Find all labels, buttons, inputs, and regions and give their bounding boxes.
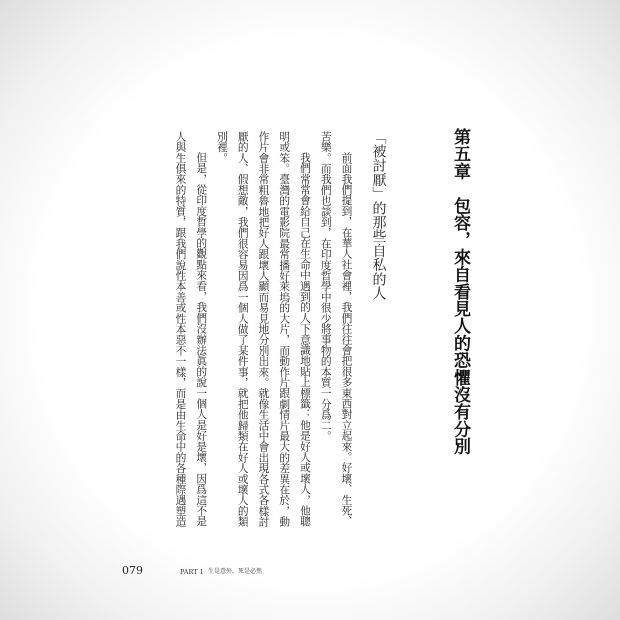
body-line: 人與生俱來的特質，跟我們說性本善或性本惡不一樣，而是由生命中的各種際遇塑造	[174, 131, 188, 527]
chapter-title: 第五章 包容，來自看見人的恐懼沒有分別	[450, 128, 470, 455]
page-number: 079	[122, 564, 143, 577]
body-line: 苦樂。而我們也談到，在印度哲學中很少將事物的本質一分爲二。	[319, 131, 333, 442]
section-heading: 「被討厭」的那些自私的人	[370, 130, 387, 301]
body-line: 但是，從印度哲學的觀點來看，我們沒辦法眞的說一個人是好是壞，因爲這不是	[195, 152, 209, 527]
body-line: 別裡。	[216, 131, 229, 164]
body-line: 我們常常會給自己在生命中遇到的人下意識地貼上標籤：他是好人或壞人，他聰	[299, 152, 312, 527]
body-line: 作片會非常粗魯地把好人跟壞人顯而易見地分別出來。就像生活中會出現各式各樣討	[257, 131, 271, 527]
body-line: 前面我們提到，在華人社會裡，我們往往會把很多東西對立起來。好壞、生死、	[340, 152, 354, 527]
body-line: 明或笨。臺灣的電影院最常播好萊塢的大片，而動作片跟劇情片最大的差異在於，動	[278, 131, 292, 527]
part-title: 生是意外，死是必然	[208, 567, 263, 575]
part-label: PART 1	[180, 568, 204, 576]
body-line: 厭的人、假想敵，我們很容易因爲一個人做了某件事，就把他歸類在好人或壞人的類	[236, 131, 250, 527]
